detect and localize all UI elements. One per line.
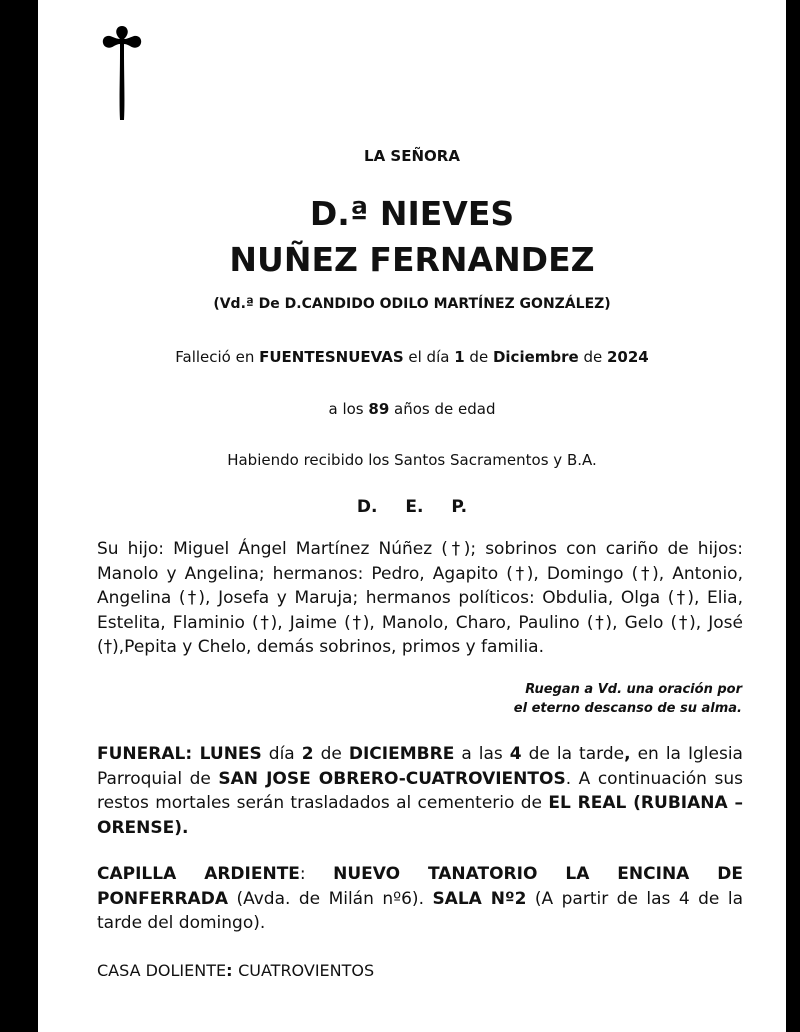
- cross-icon: [98, 22, 146, 122]
- dep-line: D. E. P.: [356, 497, 468, 517]
- funeral-paragraph: FUNERAL: LUNES día 2 de DICIEMBRE a las 4 de la tarde, en la Iglesia Parroquial de SAN JOSE OBRERO-CUATROVIENTOS. A continuación sus restos mortales serán trasladados al cementerio de EL REAL (RUBIANA – ORENSE).: [97, 744, 743, 838]
- sacraments-line: Habiendo recibido los Santos Sacramentos y B.A.: [227, 451, 597, 469]
- capilla-paragraph: CAPILLA ARDIENTE: NUEVO TANATORIO LA ENCINA DE PONFERRADA (Avda. de Milán nº6). SALA Nº2 (A partir de las 4 de la tarde del domingo).: [97, 864, 743, 933]
- family-paragraph: Su hijo: Miguel Ángel Martínez Núñez (†); sobrinos con cariño de hijos: Manolo y Angelina; hermanos: Pedro, Agapito (†), Domingo (†), Antonio, Angelina (†), Josefa y Maruja; hermanos políticos: Obdulia, Olga (†), Elia, Estelita, Flaminio (†), Jaime (†), Manolo, Charo, Paulino (†), Gelo (†), José (†),Pepita y Chelo, demás sobrinos, primos y familia.: [97, 539, 743, 657]
- death-line: Falleció en FUENTESNUEVAS el día 1 de Diciembre de 2024: [175, 348, 649, 366]
- prayer-line-2: el eterno descanso de su alma.: [513, 701, 742, 716]
- deceased-name-first: D.ª NIEVES: [309, 194, 515, 233]
- prayer-line-1: Ruegan a Vd. una oración por: [525, 682, 742, 697]
- obituary-page: [38, 0, 786, 1032]
- age-line: a los 89 años de edad: [328, 400, 496, 418]
- deceased-name-last: NUÑEZ FERNANDEZ: [229, 240, 595, 279]
- prayer-request: [514, 680, 742, 718]
- title-label: LA SEÑORA: [364, 147, 460, 165]
- casa-doliente-line: CASA DOLIENTE: CUATROVIENTOS: [97, 961, 375, 980]
- widow-of-line: (Vd.ª De D.CANDIDO ODILO MARTÍNEZ GONZÁLEZ): [213, 296, 611, 312]
